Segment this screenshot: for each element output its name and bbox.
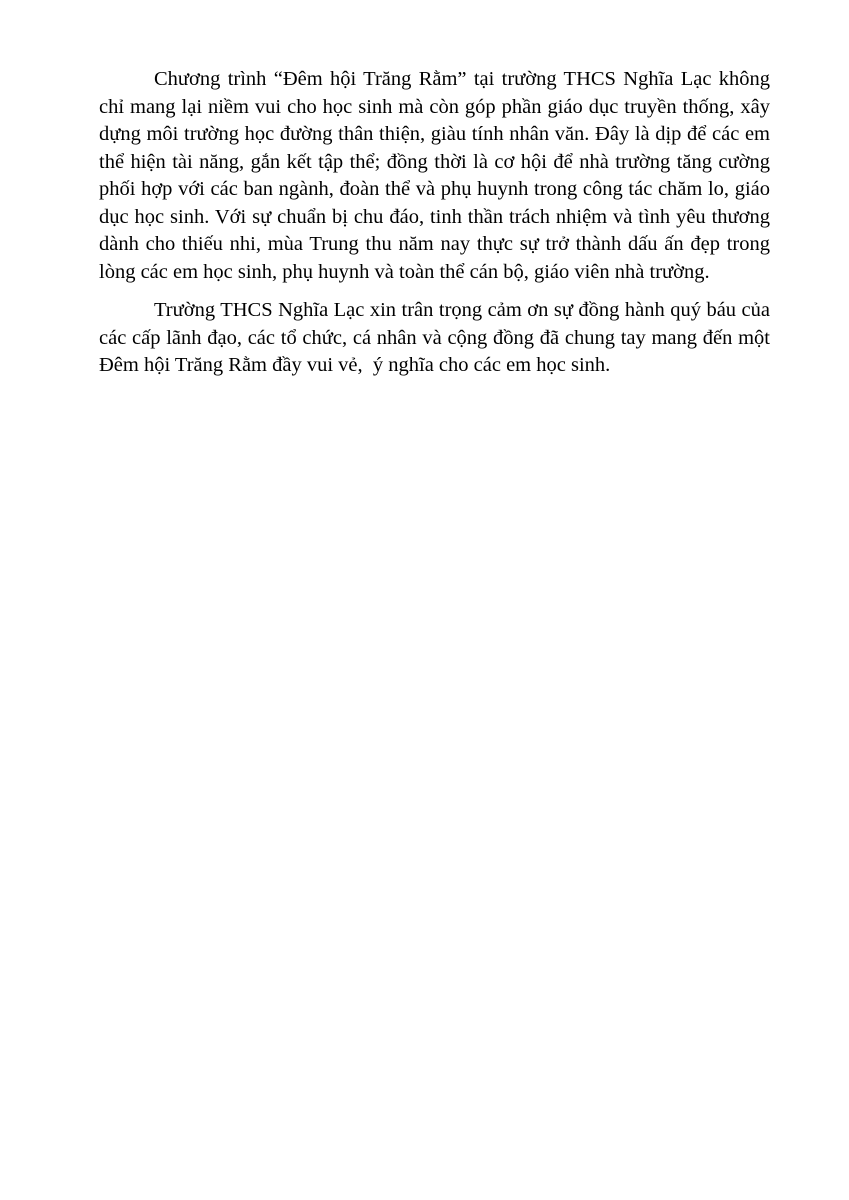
paragraph: Chương trình “Đêm hội Trăng Rằm” tại trường THCS Nghĩa Lạc không chỉ mang lại niềm vui cho học sinh mà còn góp phần giáo dục truyền thống, xây dựng môi trường học đường thân thiện, giàu tính nhân văn. Đây là dịp để các em thể hiện tài năng, gắn kết tập thể; đồng thời là cơ hội để nhà trường tăng cường phối hợp với các ban ngành, đoàn thể và phụ huynh trong công tác chăm lo, giáo dục học sinh. Với sự chuẩn bị chu đáo, tinh thần trách nhiệm và tình yêu thương dành cho thiếu nhi, mùa Trung thu năm nay thực sự trở thành dấu ấn đẹp trong lòng các em học sinh, phụ huynh và toàn thể cán bộ, giáo viên nhà trường.: [99, 68, 770, 283]
paragraph: Trường THCS Nghĩa Lạc xin trân trọng cảm ơn sự đồng hành quý báu của các cấp lãnh đạo, các tổ chức, cá nhân và cộng đồng đã chung tay mang đến một Đêm hội Trăng Rằm đầy vui vẻ, ý nghĩa cho các em học sinh.: [99, 299, 770, 376]
document-text-body: [99, 66, 770, 380]
